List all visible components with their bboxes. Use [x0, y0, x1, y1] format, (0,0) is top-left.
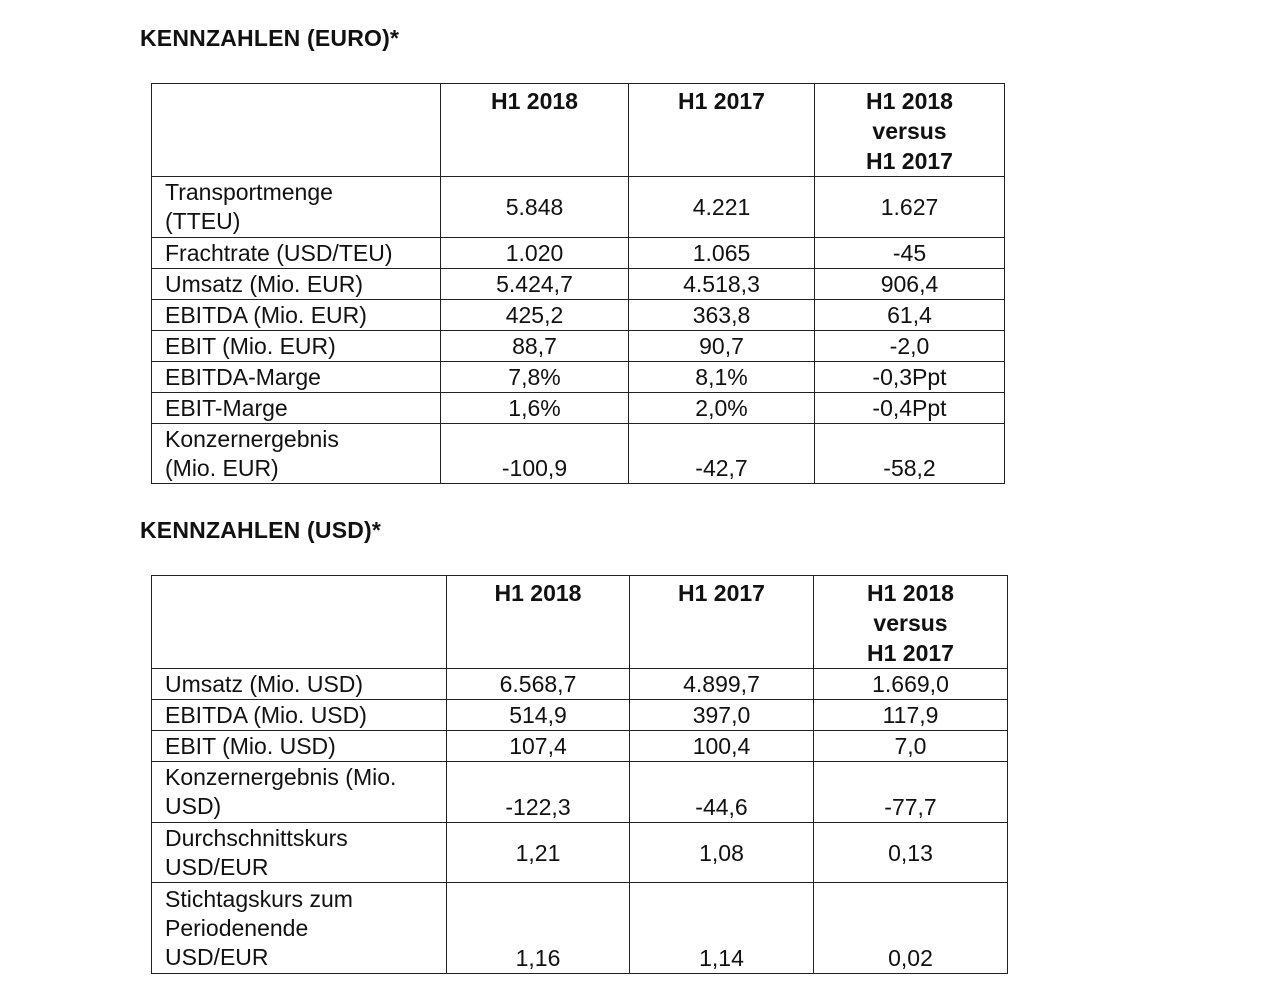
value-h1-2018: 7,8%	[441, 362, 629, 393]
value-h1-2018: 5.848	[441, 177, 629, 238]
table-row	[152, 731, 1008, 762]
row-label	[152, 177, 441, 238]
value-h1-2017: 90,7	[629, 331, 815, 362]
section-title-euro: KENNZAHLEN (EURO)*	[140, 25, 400, 51]
value-h1-2018: 1,16	[447, 883, 630, 974]
value-difference: 117,9	[814, 700, 1008, 731]
row-label: EBITDA (Mio. USD)	[152, 700, 447, 731]
value-h1-2018: 107,4	[447, 731, 630, 762]
value-h1-2017: 1,14	[630, 883, 814, 974]
value-h1-2018: 6.568,7	[447, 669, 630, 700]
value-h1-2018: 514,9	[447, 700, 630, 731]
value-difference: -45	[815, 238, 1005, 269]
table-row	[152, 362, 1005, 393]
header-empty-cell	[152, 84, 441, 177]
value-h1-2017: 1.065	[629, 238, 815, 269]
row-label: EBITDA-Marge	[152, 362, 441, 393]
table-row	[152, 269, 1005, 300]
value-h1-2018: 1.020	[441, 238, 629, 269]
header-line: H1 2017	[867, 640, 954, 666]
row-label	[152, 883, 447, 974]
table-header-row	[152, 84, 1005, 177]
row-label: EBIT (Mio. USD)	[152, 731, 447, 762]
header-h1-2018: H1 2018	[447, 576, 630, 669]
row-label-line: Transportmenge	[165, 179, 333, 205]
header-line: H1 2018	[867, 580, 954, 606]
row-label: Umsatz (Mio. EUR)	[152, 269, 441, 300]
value-h1-2018: -122,3	[447, 762, 630, 823]
header-line: H1 2017	[866, 148, 953, 174]
value-difference: -58,2	[815, 424, 1005, 484]
row-label: Umsatz (Mio. USD)	[152, 669, 447, 700]
value-h1-2018: 5.424,7	[441, 269, 629, 300]
table-row	[152, 331, 1005, 362]
value-difference: -0,4Ppt	[815, 393, 1005, 424]
value-difference: 0,13	[814, 823, 1008, 883]
row-label-line: Periodenende	[165, 914, 309, 941]
row-label: Frachtrate (USD/TEU)	[152, 238, 441, 269]
value-h1-2018: 425,2	[441, 300, 629, 331]
value-difference: -0,3Ppt	[815, 362, 1005, 393]
row-label-line: (TTEU)	[165, 208, 241, 234]
header-line: H1 2018	[866, 88, 953, 114]
row-label-line: USD)	[165, 793, 222, 819]
table-row	[152, 300, 1005, 331]
value-h1-2017: -44,6	[630, 762, 814, 823]
table-row	[152, 762, 1008, 823]
header-empty-cell	[152, 576, 447, 669]
value-difference: 906,4	[815, 269, 1005, 300]
row-label: EBIT-Marge	[152, 393, 441, 424]
value-h1-2017: 1,08	[630, 823, 814, 883]
header-line: versus	[872, 118, 947, 144]
table-header-row	[152, 576, 1008, 669]
value-h1-2018: 1,21	[447, 823, 630, 883]
value-h1-2017: 363,8	[629, 300, 815, 331]
table-row	[152, 238, 1005, 269]
header-h1-2018-versus-h1-2017	[815, 84, 1005, 177]
row-label-line: USD/EUR	[165, 853, 269, 880]
row-label-line: (Mio. EUR)	[165, 454, 279, 481]
value-h1-2017: 4.518,3	[629, 269, 815, 300]
row-label-line: USD/EUR	[165, 943, 269, 970]
value-h1-2018: 1,6%	[441, 393, 629, 424]
value-h1-2017: 397,0	[630, 700, 814, 731]
value-h1-2017: 8,1%	[629, 362, 815, 393]
value-h1-2017: -42,7	[629, 424, 815, 484]
header-h1-2018-versus-h1-2017	[814, 576, 1008, 669]
table-row	[152, 424, 1005, 484]
value-h1-2017: 2,0%	[629, 393, 815, 424]
value-difference: 0,02	[814, 883, 1008, 974]
table-row	[152, 883, 1008, 974]
table-row	[152, 823, 1008, 883]
row-label-line: Konzernergebnis	[165, 425, 339, 452]
header-h1-2017: H1 2017	[630, 576, 814, 669]
value-difference: -2,0	[815, 331, 1005, 362]
kennzahlen-usd-table	[151, 575, 1008, 974]
value-difference: 1.669,0	[814, 669, 1008, 700]
row-label	[152, 424, 441, 484]
header-h1-2018: H1 2018	[441, 84, 629, 177]
value-difference: 61,4	[815, 300, 1005, 331]
section-title-usd: KENNZAHLEN (USD)*	[140, 517, 382, 543]
row-label-line: Stichtagskurs zum	[165, 885, 353, 912]
header-line: versus	[873, 610, 948, 636]
value-h1-2018: -100,9	[441, 424, 629, 484]
value-h1-2017: 100,4	[630, 731, 814, 762]
row-label	[152, 823, 447, 883]
table-row	[152, 177, 1005, 238]
table-row	[152, 393, 1005, 424]
value-h1-2017: 4.221	[629, 177, 815, 238]
row-label-line: Durchschnittskurs	[165, 824, 348, 851]
value-difference: -77,7	[814, 762, 1008, 823]
value-h1-2018: 88,7	[441, 331, 629, 362]
kennzahlen-euro-table	[151, 83, 1005, 484]
row-label: EBITDA (Mio. EUR)	[152, 300, 441, 331]
value-h1-2017: 4.899,7	[630, 669, 814, 700]
value-difference: 7,0	[814, 731, 1008, 762]
table-row	[152, 700, 1008, 731]
header-h1-2017: H1 2017	[629, 84, 815, 177]
row-label	[152, 762, 447, 823]
row-label: EBIT (Mio. EUR)	[152, 331, 441, 362]
row-label-line: Konzernergebnis (Mio.	[165, 764, 397, 790]
value-difference: 1.627	[815, 177, 1005, 238]
table-row	[152, 669, 1008, 700]
